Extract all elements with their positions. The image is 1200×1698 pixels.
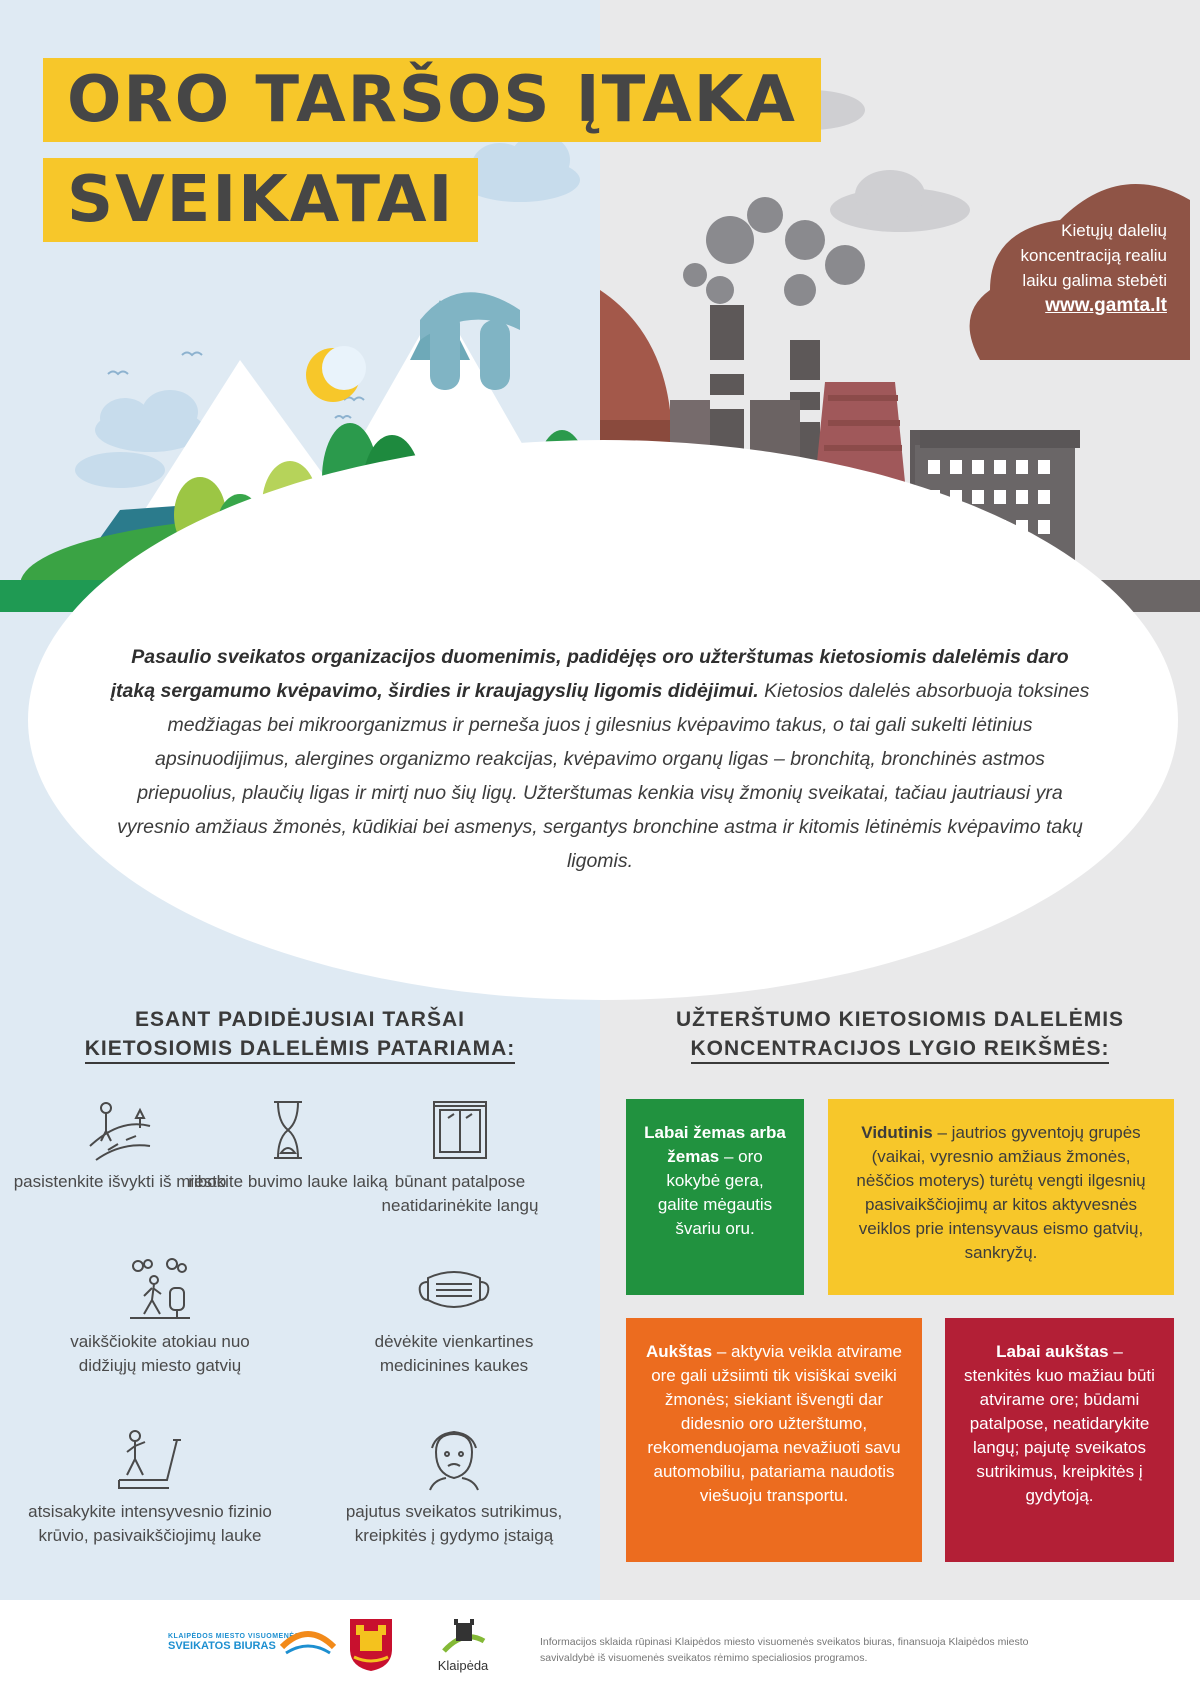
tip-text: atsisakykite intensyvesnio fizinio krūvio, pasivaikščiojimų lauke: [28, 1502, 272, 1545]
tip-text: pajutus sveikatos sutrikimus, kreipkitės į gydymo įstaigą: [345, 1502, 563, 1545]
level-very-high-label: Labai aukštas: [996, 1342, 1109, 1361]
health-bureau-logo-top: KLAIPĖDOS MIESTO VISUOMENĖS: [168, 1633, 300, 1640]
intro-text: Kietosios dalelės absorbuoja toksines medžiagas bei mikroorganizmus ir perneša juos į gilesnius kvėpavimo takus, o tai gali sukelti lėtinius apsinuodijimus, alergines organizmo reakcijas, kvėpavimo organų ligas – bronchitą, bronchinės astmos priepuolius, plaučių ligas ir mirtį nuo šių ligų. Užterštumas kenkia visų žmonių sveikatai, tačiau jautriausi yra vyresnio amžiaus žmonės, kūdikiai bei asmenys, sergantys bronchine astma ir kitomis lėtinėmis kvėpavimo takų ligomis.: [117, 680, 1090, 872]
klaipeda-coat-of-arms-icon: [348, 1617, 394, 1673]
level-low-label: Labai žemas arba žemas: [644, 1123, 786, 1166]
page-title-line-2: SVEIKATAI: [43, 158, 478, 242]
face-mask-icon: [414, 1258, 494, 1322]
tip-item: [340, 1098, 580, 1218]
advice-heading-line-2: KIETOSIOMIS DALELĖMIS PATARIAMA:: [85, 1037, 516, 1064]
level-very-high-text: – stenkitės kuo mažiau būti atvirame ore; būdami patalpose, neatidarykite langų; pajutę sveikatos sutrikimus, kreipkitės į gydytoją.: [964, 1342, 1155, 1505]
tip-text: dėvėkite vienkartines medicinines kaukes: [374, 1332, 534, 1375]
tip-text: ribokite buvimo lauke laiką: [188, 1172, 388, 1191]
health-bureau-logo-name: SVEIKATOS BIURAS: [168, 1640, 276, 1652]
advice-heading: [30, 1005, 570, 1063]
hourglass-icon: [256, 1098, 320, 1162]
level-high-box: [626, 1318, 922, 1562]
tip-item: [324, 1428, 584, 1548]
tip-text: vaikščiokite atokiau nuo didžiųjų miesto gatvių: [70, 1332, 250, 1375]
level-moderate-label: Vidutinis: [861, 1123, 933, 1142]
realtime-note: [995, 218, 1167, 318]
tip-item: [10, 1428, 290, 1548]
walking-person-icon: [128, 1258, 192, 1322]
realtime-note-text: Kietųjų dalelių koncentraciją realiu laiku galima stebėti: [1020, 221, 1167, 290]
level-very-high-box: [945, 1318, 1174, 1562]
health-bureau-logo: [168, 1633, 338, 1652]
level-low-text: – oro kokybė gera, galite mėgautis švariu oru.: [657, 1147, 773, 1238]
levels-heading-line-1: UŽTERŠTUMO KIETOSIOMIS DALELĖMIS: [675, 1008, 1125, 1031]
intro-bold-text: Pasaulio sveikatos organizacijos duomenimis, padidėjęs oro užterštumas kietosiomis dalelėmis daro įtaką sergamumo kvėpavimo, širdies ir kraujagyslių ligomis didėjimui.: [110, 646, 1069, 702]
sick-person-icon: [422, 1428, 486, 1492]
intro-paragraph: [110, 640, 1090, 878]
tip-item: [334, 1258, 574, 1378]
advice-heading-line-1: ESANT PADIDĖJUSIAI TARŠAI: [135, 1008, 465, 1031]
health-bureau-swoosh-icon: [280, 1627, 336, 1657]
level-low-box: [626, 1099, 804, 1295]
level-moderate-text: – jautrios gyventojų grupės (vaikai, vyresnio amžiaus žmonės, nėščios moterys) turėtų vengti ilgesnių pasivaikščiojimų ar kitos aktyvesnės veiklos prie intensyvaus eismo gatvių, sankryžų.: [856, 1123, 1146, 1262]
footer-funding-text: Informacijos sklaida rūpinasi Klaipėdos miesto visuomenės sveikatos biuras, finansuoja Klaipėdos miesto savivaldybė iš visuomenės sveikatos rėmimo specialiosios programos.: [540, 1636, 1029, 1664]
klaipeda-castle-icon: [438, 1617, 488, 1653]
levels-heading-line-2: KONCENTRACIJOS LYGIO REIKŠMĖS:: [691, 1037, 1110, 1064]
road-icon: [88, 1098, 152, 1162]
tip-item: [40, 1258, 280, 1378]
klaipeda-city-logo: [428, 1617, 498, 1673]
klaipeda-logo-text: Klaipėda: [437, 1658, 489, 1673]
treadmill-icon: [115, 1428, 185, 1492]
levels-heading: [620, 1005, 1180, 1063]
page-title-line-1: ORO TARŠOS ĮTAKA: [43, 58, 821, 142]
level-high-text: – aktyvia veikla atvirame ore gali užsiimti tik visiškai sveiki žmonės; siekiant išvengti dar didesnio oro užterštumo, rekomenduojama nevažiuoti savu automobiliu, patariama naudotis viešuoju transportu.: [647, 1342, 903, 1505]
tip-text: pasistenkite išvykti iš miesto: [13, 1172, 227, 1191]
level-high-label: Aukštas: [645, 1342, 713, 1361]
window-icon: [428, 1098, 492, 1162]
gamta-link[interactable]: www.gamta.lt: [1045, 295, 1167, 316]
tip-text: būnant patalpose neatidarinėkite langų: [381, 1172, 539, 1215]
level-moderate-box: [828, 1099, 1174, 1295]
